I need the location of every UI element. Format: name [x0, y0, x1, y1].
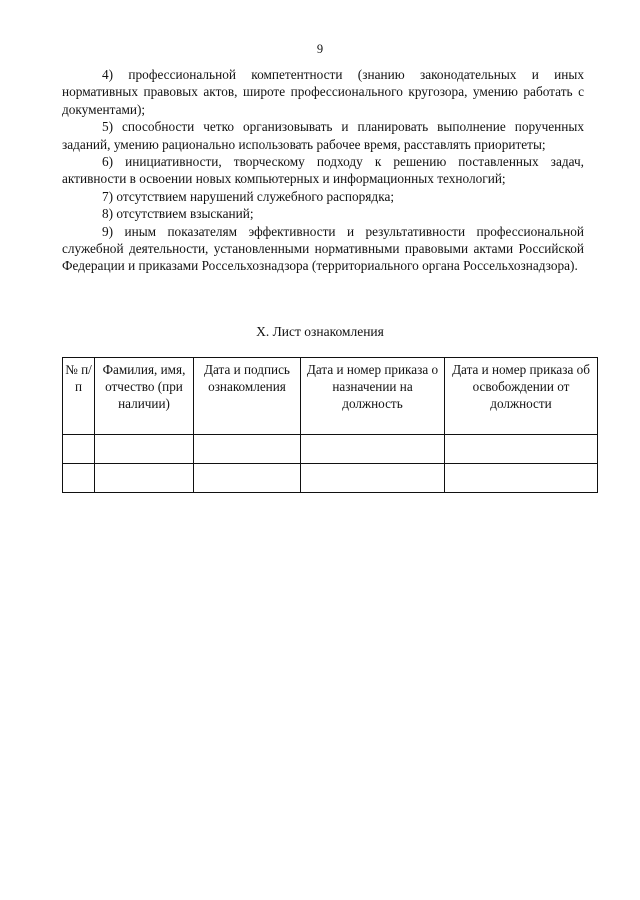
table-cell [194, 464, 301, 493]
paragraph-item: 4) профессиональной компетентности (знанию законодательных и иных нормативных правовых актов, широте профессионального кругозора, умению работать с документами); [62, 67, 584, 117]
table-row [63, 435, 598, 464]
column-header-full-name: Фамилия, имя, отчество (при наличии) [95, 358, 194, 435]
table-cell [301, 464, 445, 493]
table-cell [194, 435, 301, 464]
table-header-row [63, 358, 598, 435]
paragraph-item: 6) инициативности, творческому подходу к решению поставленных задач, активности в освоении новых компьютерных и информационных технологий; [62, 154, 584, 187]
table-cell [63, 435, 95, 464]
body-text [62, 66, 584, 275]
paragraph-item: 8) отсутствием взысканий; [102, 206, 254, 222]
column-header-appointment-order: Дата и номер приказа о назначении на должность [301, 358, 445, 435]
table-cell [63, 464, 95, 493]
paragraph-item: 5) способности четко организовывать и планировать выполнение порученных заданий, умению рационально использовать рабочее время, расставлять приоритеты; [62, 119, 584, 152]
table-cell [445, 464, 598, 493]
table-cell [95, 464, 194, 493]
table-cell [301, 435, 445, 464]
column-header-dismissal-order: Дата и номер приказа об освобождении от должности [445, 358, 598, 435]
table-cell [445, 435, 598, 464]
paragraph-item: 9) иным показателям эффективности и результативности профессиональной служебной деятельности, установленными нормативными правовыми актами Российской Федерации и приказами Россельхознадзора (территориального органа Россельхознадзора). [62, 223, 584, 274]
page-number: 9 [316, 42, 324, 56]
paragraph-item: 7) отсутствием нарушений служебного распорядка; [102, 188, 395, 204]
table-cell [95, 435, 194, 464]
column-header-number: № п/п [63, 358, 95, 435]
section-title: X. Лист ознакомления [256, 324, 384, 339]
table-row [63, 464, 598, 493]
acknowledgement-table [62, 357, 598, 493]
column-header-ack-date-signature: Дата и подпись ознакомления [194, 358, 301, 435]
